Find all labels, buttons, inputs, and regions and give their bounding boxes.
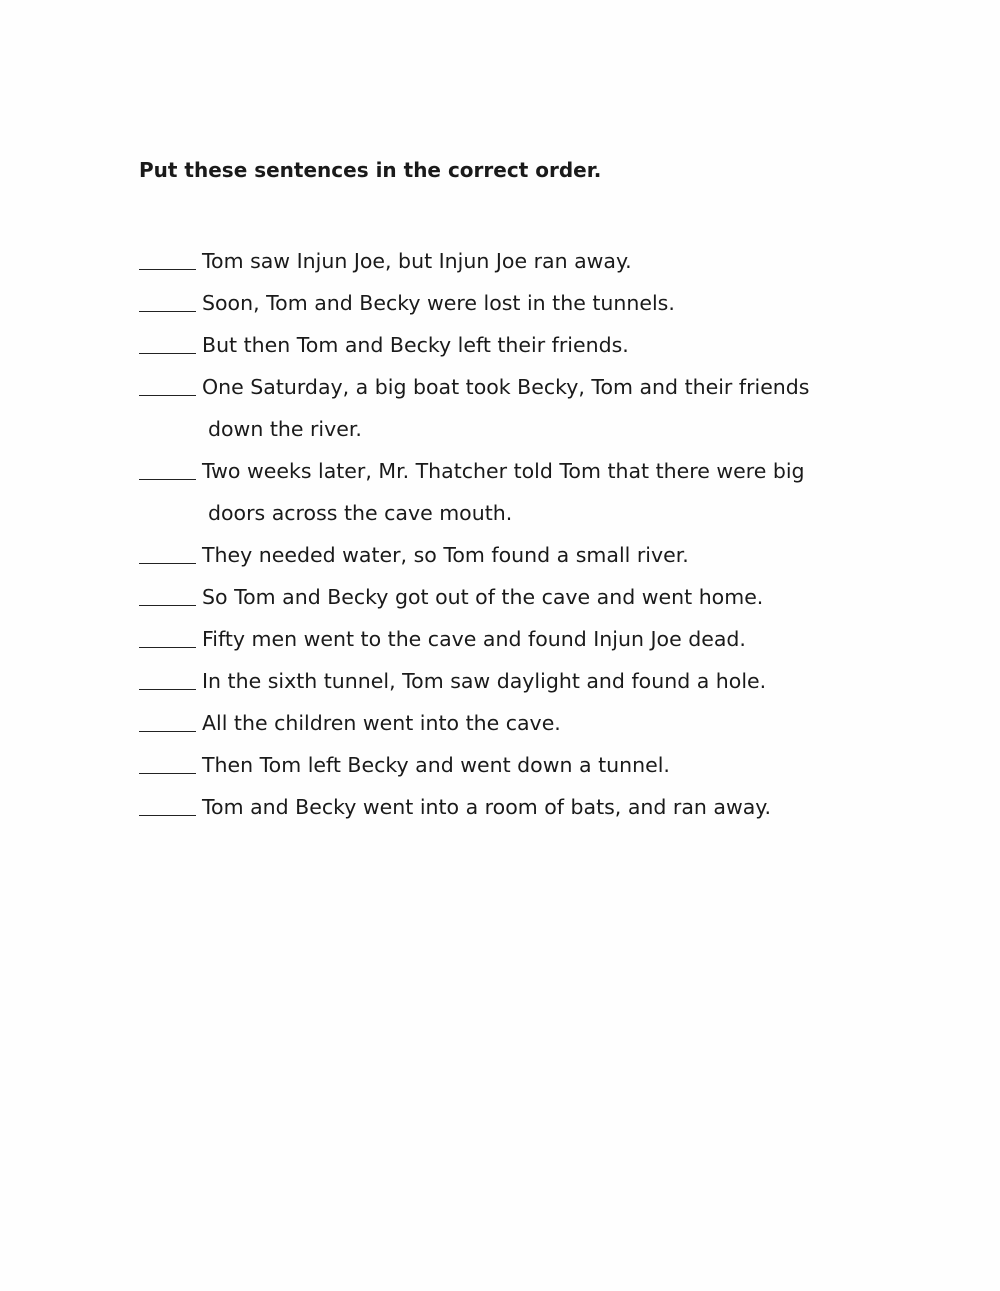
sentence-item: [139, 324, 899, 366]
answer-blank[interactable]: [139, 240, 196, 270]
sentence-text: [202, 702, 561, 744]
sentence-line-continued: doors across the cave mouth.: [208, 501, 513, 525]
sentence-item: [139, 534, 899, 576]
sentence-list: [139, 240, 899, 828]
sentence-item: [139, 744, 899, 786]
sentence-item: [139, 702, 899, 744]
answer-blank[interactable]: [139, 450, 196, 480]
answer-blank[interactable]: [139, 618, 196, 648]
answer-blank[interactable]: [139, 282, 196, 312]
sentence-text: [202, 744, 670, 786]
sentence-line: Then Tom left Becky and went down a tunnel.: [202, 753, 670, 777]
sentence-text: [202, 534, 689, 576]
answer-blank[interactable]: [139, 576, 196, 606]
sentence-item: [139, 576, 899, 618]
answer-blank[interactable]: [139, 786, 196, 816]
sentence-line: Fifty men went to the cave and found Injun Joe dead.: [202, 627, 746, 651]
answer-blank[interactable]: [139, 366, 196, 396]
sentence-text: [202, 660, 766, 702]
answer-blank[interactable]: [139, 660, 196, 690]
sentence-line: Two weeks later, Mr. Thatcher told Tom that there were big: [202, 459, 805, 483]
sentence-text: [202, 576, 763, 618]
sentence-line: They needed water, so Tom found a small river.: [202, 543, 689, 567]
sentence-line: One Saturday, a big boat took Becky, Tom and their friends: [202, 375, 810, 399]
answer-blank[interactable]: [139, 702, 196, 732]
sentence-item: [139, 660, 899, 702]
sentence-item: [139, 450, 899, 534]
sentence-line: So Tom and Becky got out of the cave and went home.: [202, 585, 764, 609]
sentence-text: [202, 282, 675, 324]
sentence-text: [202, 366, 810, 450]
sentence-item: [139, 786, 899, 828]
instruction-heading: Put these sentences in the correct order.: [139, 158, 602, 182]
answer-blank[interactable]: [139, 744, 196, 774]
sentence-text: [202, 450, 805, 534]
sentence-item: [139, 240, 899, 282]
sentence-item: [139, 366, 899, 450]
sentence-line: Soon, Tom and Becky were lost in the tunnels.: [202, 291, 675, 315]
sentence-text: [202, 786, 771, 828]
answer-blank[interactable]: [139, 324, 196, 354]
sentence-item: [139, 282, 899, 324]
sentence-line: Tom and Becky went into a room of bats, and ran away.: [202, 795, 772, 819]
answer-blank[interactable]: [139, 534, 196, 564]
sentence-line: Tom saw Injun Joe, but Injun Joe ran away.: [202, 249, 632, 273]
sentence-line-continued: down the river.: [208, 417, 362, 441]
sentence-line: All the children went into the cave.: [202, 711, 561, 735]
sentence-text: [202, 324, 629, 366]
sentence-text: [202, 240, 632, 282]
sentence-text: [202, 618, 746, 660]
sentence-line: In the sixth tunnel, Tom saw daylight and found a hole.: [202, 669, 767, 693]
sentence-line: But then Tom and Becky left their friends.: [202, 333, 629, 357]
sentence-item: [139, 618, 899, 660]
